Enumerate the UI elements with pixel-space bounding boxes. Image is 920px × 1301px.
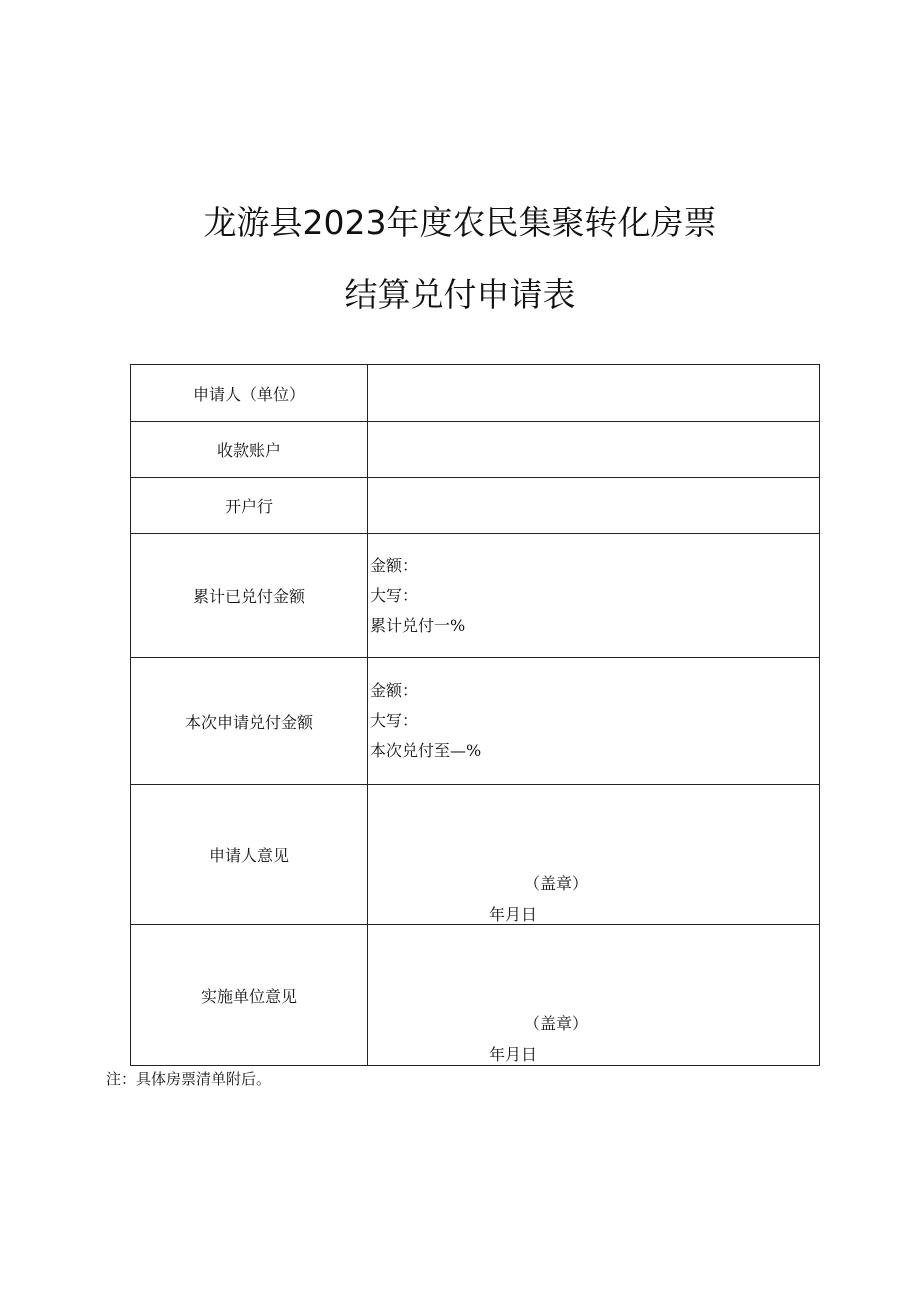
applicant-label: 申请人（单位） bbox=[131, 365, 368, 422]
current-percent-label: 本次兑付至—% bbox=[370, 741, 482, 760]
implementer-opinion-field[interactable] bbox=[368, 925, 820, 1066]
form-title-line-2: 结算兑付申请表 bbox=[344, 275, 576, 314]
current-capital-label: 大写： bbox=[370, 711, 419, 730]
account-label: 收款账户 bbox=[131, 422, 368, 478]
application-form-table bbox=[130, 364, 820, 1066]
applicant-field[interactable] bbox=[368, 365, 820, 422]
form-title-line-1: 龙游县2023年度农民集聚转化房票 bbox=[203, 203, 717, 242]
footnote: 注：具体房票清单附后。 bbox=[106, 1070, 272, 1088]
implementer-opinion-label: 实施单位意见 bbox=[131, 925, 368, 1066]
applicant-opinion-label: 申请人意见 bbox=[131, 785, 368, 925]
bank-label: 开户行 bbox=[131, 478, 368, 534]
cumulative-label: 累计已兑付金额 bbox=[131, 534, 368, 658]
bank-field[interactable] bbox=[368, 478, 820, 534]
implementer-stamp-label: （盖章） bbox=[524, 1014, 589, 1033]
row-current bbox=[131, 658, 820, 785]
row-applicant-opinion bbox=[131, 785, 820, 925]
row-account bbox=[131, 422, 820, 478]
cumulative-amount-label: 金额： bbox=[370, 555, 419, 575]
applicant-opinion-field[interactable] bbox=[368, 785, 820, 925]
implementer-date-label: 年月日 bbox=[489, 1045, 538, 1064]
current-label: 本次申请兑付金额 bbox=[131, 658, 368, 785]
row-cumulative bbox=[131, 534, 820, 658]
row-applicant bbox=[131, 365, 820, 422]
cumulative-field[interactable] bbox=[368, 534, 820, 658]
applicant-date-label: 年月日 bbox=[489, 905, 538, 924]
row-implementer-opinion bbox=[131, 925, 820, 1066]
cumulative-capital-label: 大写： bbox=[370, 585, 419, 605]
account-field[interactable] bbox=[368, 422, 820, 478]
current-field[interactable] bbox=[368, 658, 820, 785]
current-amount-label: 金额： bbox=[370, 681, 419, 700]
applicant-stamp-label: （盖章） bbox=[524, 874, 589, 893]
cumulative-percent-label: 累计兑付一% bbox=[370, 615, 466, 635]
row-bank bbox=[131, 478, 820, 534]
